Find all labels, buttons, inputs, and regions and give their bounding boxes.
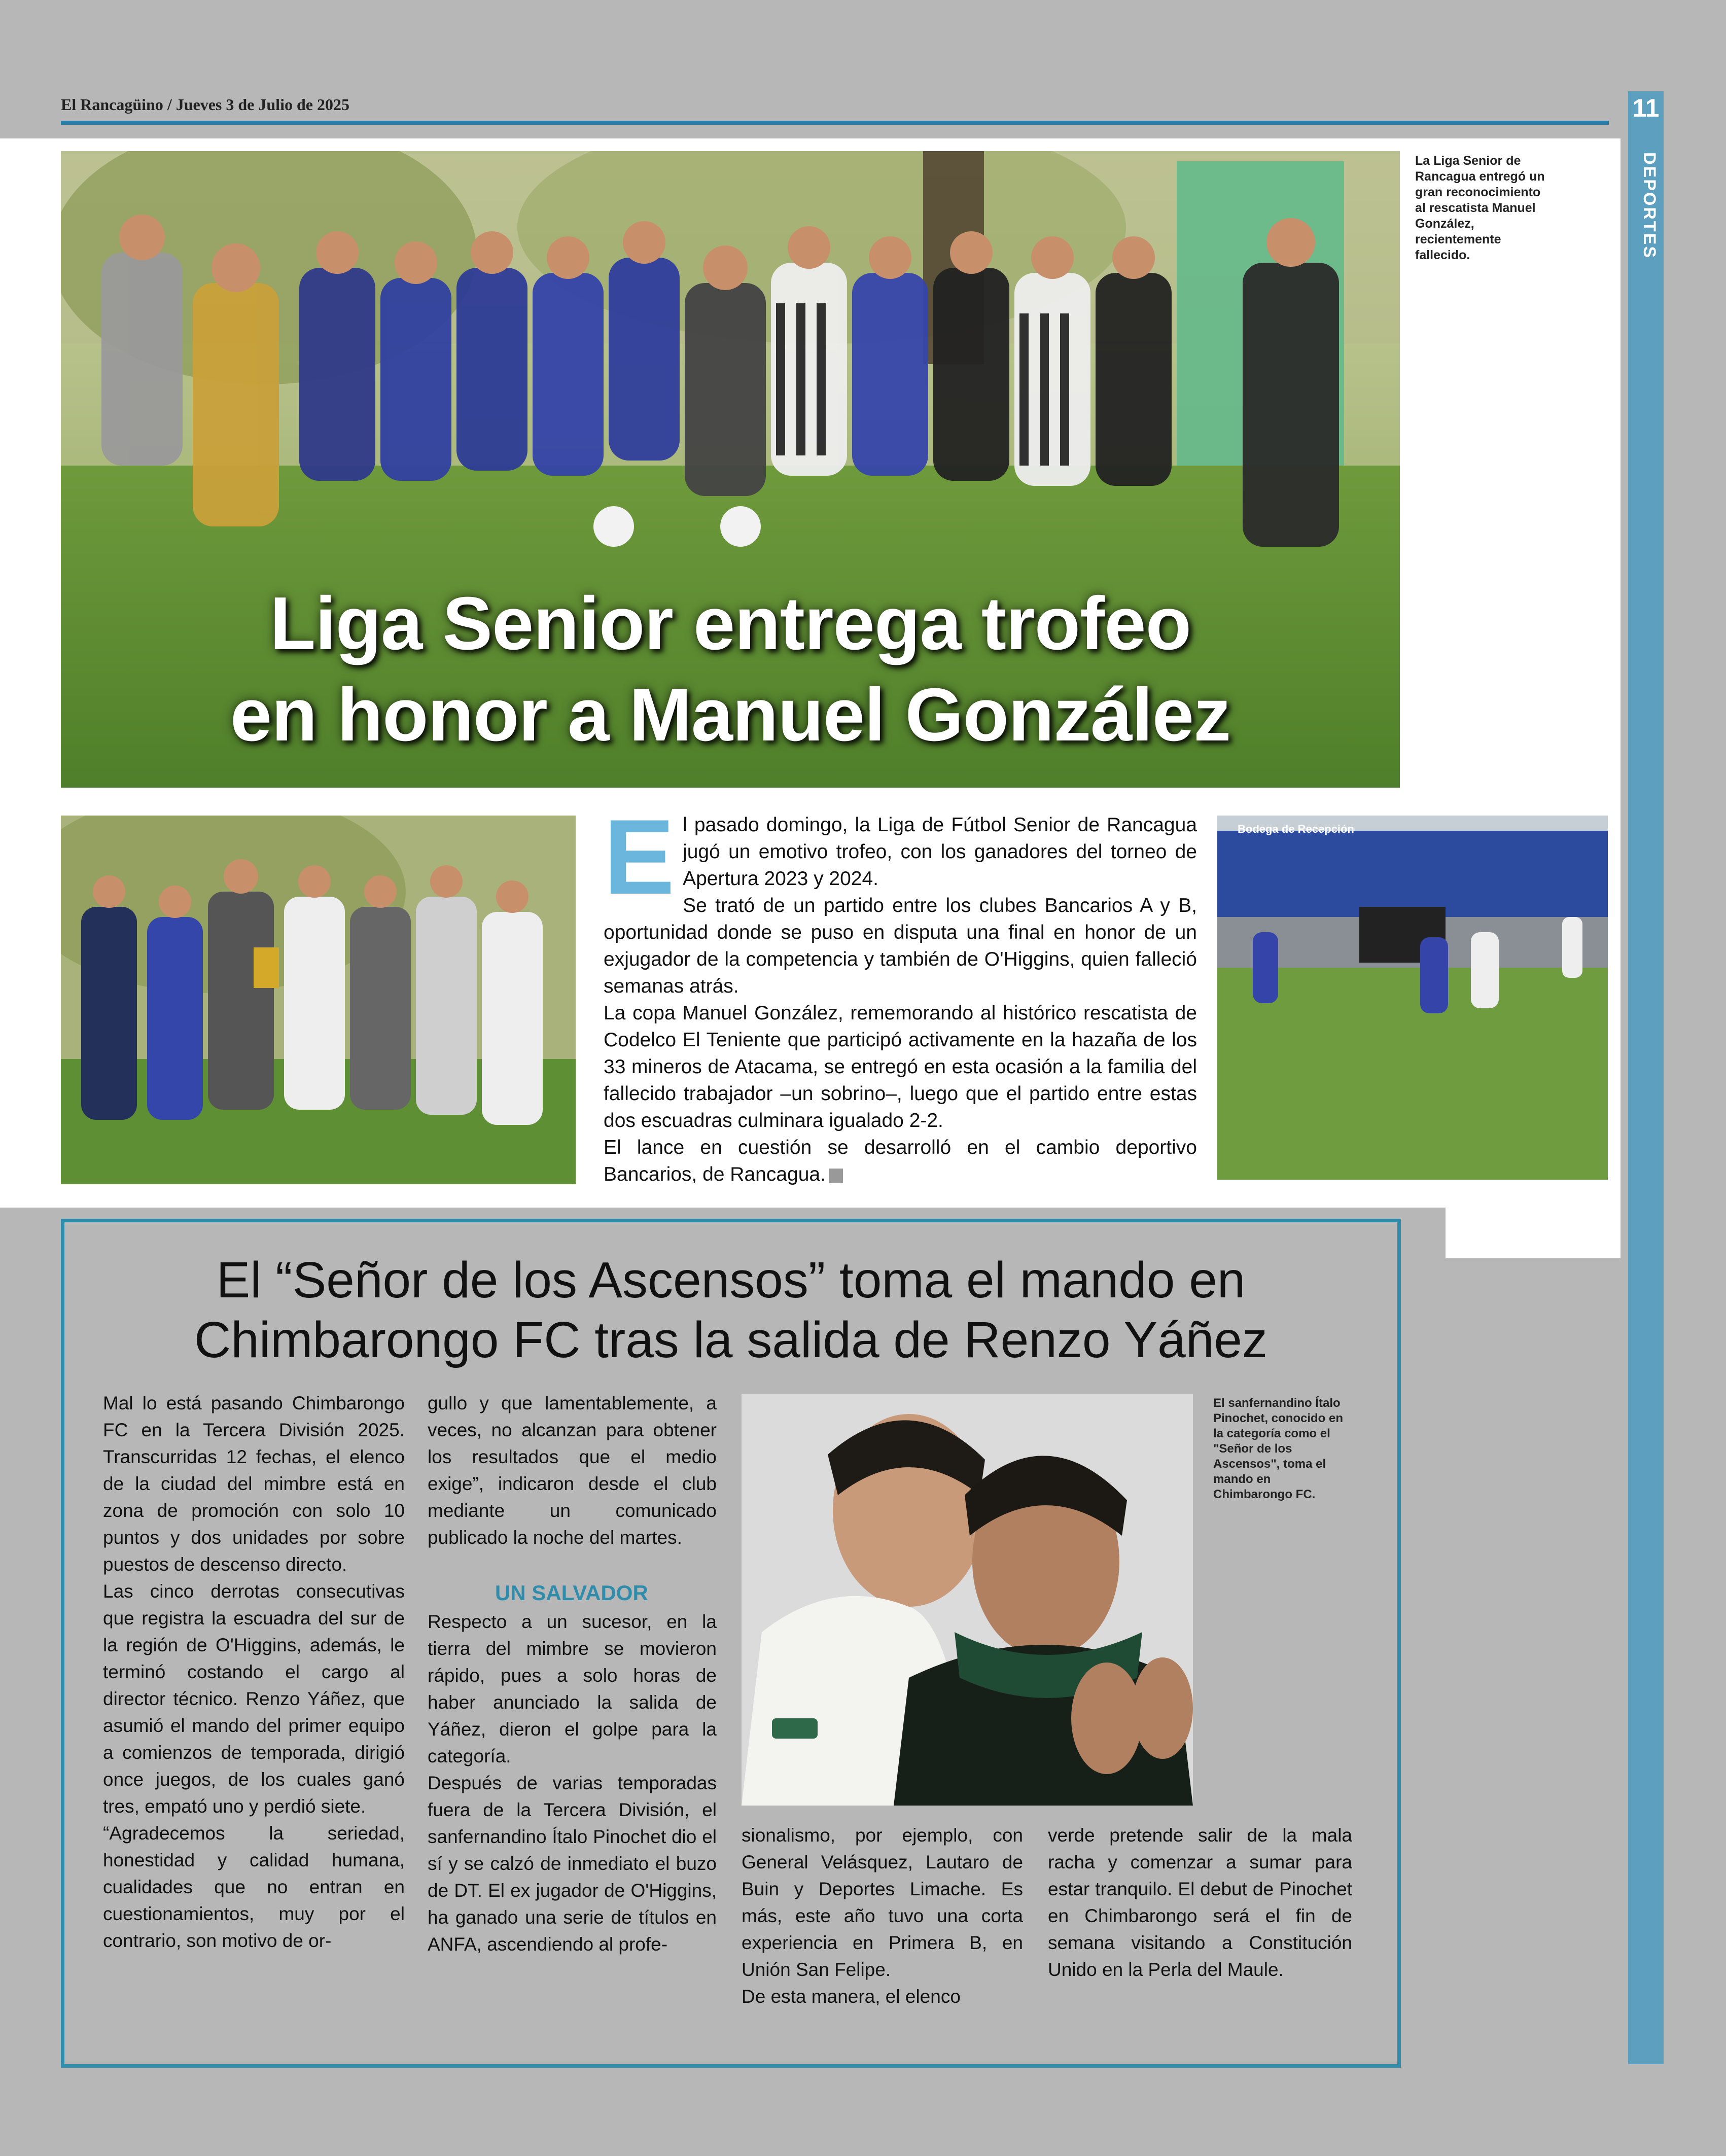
page-number: 11 xyxy=(1632,94,1660,122)
coach-portrait-photo xyxy=(742,1394,1193,1806)
match-action-photo xyxy=(1217,816,1608,1180)
article1-paragraph: Se trató de un partido entre los clubes Bancarios A y B, oportunidad donde se puso en disputa una final en honor de un exjugador de la competencia y también de O'Higgins, quien falleció semanas atrás. xyxy=(604,895,1197,997)
article1-headline-line2: en honor a Manuel González xyxy=(230,673,1231,757)
article2-paragraph: sionalismo, por ejemplo, con General Velásquez, Lautaro de Buin y Deportes Limache. Es más, este año tuvo una corta experiencia en Primera B, en Unión San Felipe. xyxy=(742,1825,1023,1980)
article2-paragraph: gullo y que lamentablemente, a veces, no alcanzan para obtener los resultados que el medio exige”, indicaron desde el club mediante un comunicado publicado la noche del martes. xyxy=(428,1393,717,1548)
article2-paragraph: Después de varias temporadas fuera de la Tercera División, el sanfernandino Ítalo Pinochet dio el sí y se calzó de inmediato el buzo de DT. El ex jugador de O'Higgins, ha ganado una serie de títulos en ANFA, ascendiendo al profe- xyxy=(428,1773,717,1955)
end-mark-icon xyxy=(829,1169,843,1183)
article1-dropcap: E xyxy=(604,797,675,916)
publication-date: Jueves 3 de Julio de 2025 xyxy=(175,95,349,114)
article2-column-1 xyxy=(103,1390,405,1954)
trophy-ceremony-photo xyxy=(61,816,576,1184)
article2-headline-line2: Chimbarongo FC tras la salida de Renzo Yáñez xyxy=(194,1312,1267,1368)
article2-paragraph: De esta manera, el elenco xyxy=(742,1986,961,2007)
page-header xyxy=(61,95,349,114)
section-label: DEPORTES xyxy=(1640,152,1659,260)
article2-paragraph: Respecto a un sucesor, en la tierra del mimbre se movieron rápido, pues a solo horas de haber anunciado la salida de Yáñez, dieron el golpe para la categoría. xyxy=(428,1611,717,1766)
publication-name: El Rancagüino xyxy=(61,95,163,114)
stadium-banner: Bodega de Recepción xyxy=(1238,823,1354,835)
header-rule xyxy=(61,121,1609,125)
article2-paragraph: “Agradecemos la seriedad, honestidad y calidad humana, cualidades que no entran en cuestionamientos, muy por el contrario, son motivo de or- xyxy=(103,1823,405,1951)
article2-paragraph: Mal lo está pasando Chimbarongo FC en la Tercera División 2025. Transcurridas 12 fechas, el elenco de la ciudad del mimbre está en zona de promoción con solo 10 puntos y dos unidades por sobre puestos de descenso directo. xyxy=(103,1393,405,1575)
article1-headline xyxy=(61,578,1400,761)
section-strip xyxy=(1628,91,1664,2064)
article1-headline-line1: Liga Senior entrega trofeo xyxy=(269,582,1191,665)
article1-body xyxy=(604,797,1197,1188)
header-separator: / xyxy=(167,95,172,114)
article2-column-4 xyxy=(1048,1822,1352,1983)
article1-photo-caption: La Liga Senior de Rancagua entregó un gran reconocimiento al rescatista Manuel González, recientemente fallecido. xyxy=(1415,154,1545,262)
article1-background-ext xyxy=(1446,1208,1621,1258)
article2-photo-caption: El sanfernandino Ítalo Pinochet, conocido en la categoría como el "Señor de los Ascensos", toma el mando en Chimbarongo FC. xyxy=(1213,1396,1344,1501)
article2-subhead: UN SALVADOR xyxy=(495,1581,648,1605)
article1-paragraph: l pasado domingo, la Liga de Fútbol Senior de Rancagua jugó un emotivo trofeo, con los ganadores del torneo de Apertura 2023 y 2024. xyxy=(683,814,1197,890)
article2-headline-line1: El “Señor de los Ascensos” toma el mando en xyxy=(216,1252,1246,1309)
article1-paragraph: El lance en cuestión se desarrolló en el cambio deportivo Bancarios, de Rancagua. xyxy=(604,1137,1197,1185)
article2-column-3 xyxy=(742,1822,1023,2010)
article2-headline xyxy=(64,1250,1397,1370)
article2-paragraph: Las cinco derrotas consecutivas que registra la escuadra del sur de la región de O'Higgins, además, le terminó costando el cargo al director técnico. Renzo Yáñez, que asumió el mando del primer equipo a comienzos de temporada, dirigió once juegos, de los cuales ganó tres, empató uno y perdió siete. xyxy=(103,1581,405,1817)
article2-paragraph: verde pretende salir de la mala racha y comenzar a sumar para estar tranquilo. El debut de Pinochet en Chimbarongo será el fin de semana visitando a Constitución Unido en la Perla del Maule. xyxy=(1048,1825,1352,1980)
article1-paragraph: La copa Manuel González, rememorando al histórico rescatista de Codelco El Teniente que participó activamente en la hazaña de los 33 mineros de Atacama, se entregó en esta ocasión a la familia del fallecido trabajador –un sobrino–, luego que el partido entre estas dos escuadras culminara igualado 2-2. xyxy=(604,1002,1197,1132)
article2-column-2 xyxy=(428,1390,717,1958)
